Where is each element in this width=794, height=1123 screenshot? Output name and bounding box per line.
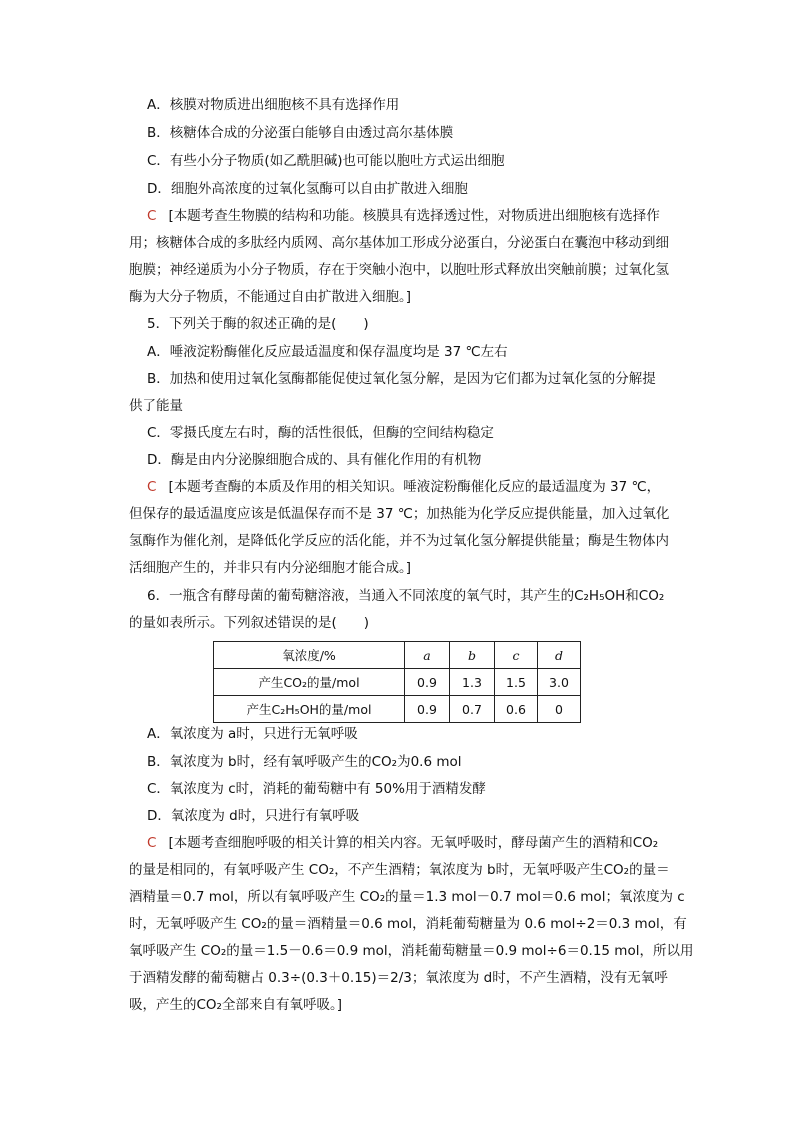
q6-explanation-line: 氧呼吸产生 CO₂的量＝1.5－0.6＝0.9 mol，消耗葡萄糖量＝0.9 mol÷6＝0.15 mol，所以用	[129, 943, 694, 959]
q4-explanation-line: 用；核糖体合成的多肽经内质网、高尔基体加工形成分泌蛋白，分泌蛋白在囊泡中移动到细	[129, 235, 669, 251]
q6-option-b: B．氧浓度为 b时，经有氧呼吸产生的CO₂为0.6 mol	[147, 754, 462, 770]
q5-option-a: A．唾液淀粉酶催化反应最适温度和保存温度均是 37 ℃左右	[147, 344, 508, 360]
q6-stem-cont: 的量如表所示。下列叙述错误的是( )	[129, 615, 370, 631]
table-cell: b	[450, 642, 495, 669]
q5-explanation-line: 活细胞产生的，并非只有内分泌细胞才能合成。]	[129, 560, 412, 576]
table-cell: 0	[538, 696, 581, 723]
q5-option-b: B．加热和使用过氧化氢酶都能促使过氧化氢分解，是因为它们都为过氧化氢的分解提	[147, 371, 656, 387]
q6-explanation-line: 时，无氧呼吸产生 CO₂的量＝酒精量＝0.6 mol，消耗葡萄糖量为 0.6 mol÷2＝0.3 mol，有	[129, 916, 687, 932]
q4-explanation-line: C [本题考查生物膜的结构和功能。核膜具有选择透过性，对物质进出细胞核有选择作	[147, 208, 660, 224]
table-header-row	[214, 642, 581, 669]
table-cell: 1.5	[495, 669, 538, 696]
table-cell: c	[495, 642, 538, 669]
q4-explanation-line: 酶为大分子物质，不能通过自由扩散进入细胞。]	[129, 289, 412, 305]
q4-option-c: C．有些小分子物质(如乙酰胆碱)也可能以胞吐方式运出细胞	[147, 153, 505, 169]
table-cell: 产生C₂H₅OH的量/mol	[214, 696, 405, 723]
table-cell: d	[538, 642, 581, 669]
table-cell: 0.9	[405, 696, 450, 723]
table-cell: 3.0	[538, 669, 581, 696]
table-cell: 产生CO₂的量/mol	[214, 669, 405, 696]
q4-explanation-line: 胞膜；神经递质为小分子物质，存在于突触小泡中，以胞吐形式释放出突触前膜；过氧化氢	[129, 262, 669, 278]
q4-option-d: D．细胞外高浓度的过氧化氢酶可以自由扩散进入细胞	[147, 181, 468, 197]
oxygen-data-table	[213, 641, 581, 723]
table-cell: 0.6	[495, 696, 538, 723]
q5-option-d: D．酶是由内分泌腺细胞合成的、具有催化作用的有机物	[147, 452, 482, 468]
table-row	[214, 669, 581, 696]
q6-explanation-line: 于酒精发酵的葡萄糖占 0.3÷(0.3＋0.15)＝2/3；氧浓度为 d时，不产生酒精，没有无氧呼	[129, 970, 668, 986]
q6-option-a: A．氧浓度为 a时，只进行无氧呼吸	[147, 726, 358, 742]
q5-explanation-line: 氢酶作为催化剂，是降低化学反应的活化能，并不为过氧化氢分解提供能量；酶是生物体内	[129, 533, 669, 549]
q6-explanation-line: 的量是相同的，有氧呼吸产生 CO₂，不产生酒精；氧浓度为 b时，无氧呼吸产生CO₂的量＝	[129, 862, 670, 878]
q5-option-b-cont: 供了能量	[129, 398, 183, 414]
q5-stem: 5．下列关于酶的叙述正确的是( )	[147, 316, 369, 332]
q5-explanation-line: 但保存的最适温度应该是低温保存而不是 37 ℃；加热能为化学反应提供能量，加入过氧化	[129, 506, 670, 522]
q4-answer: C	[147, 208, 157, 224]
q6-answer: C	[147, 835, 157, 851]
q5-explanation-line: C [本题考查酶的本质及作用的相关知识。唾液淀粉酶催化反应的最适温度为 37 ℃，	[147, 479, 661, 495]
q5-option-c: C．零摄氏度左右时，酶的活性很低，但酶的空间结构稳定	[147, 425, 494, 441]
q5-answer: C	[147, 479, 157, 495]
q6-explanation-line: 吸，产生的CO₂全部来自有氧呼吸。]	[129, 997, 342, 1013]
table-cell: 1.3	[450, 669, 495, 696]
q6-explanation-line: C [本题考查细胞呼吸的相关计算的相关内容。无氧呼吸时，酵母菌产生的酒精和CO₂	[147, 835, 659, 851]
table-cell: 0.7	[450, 696, 495, 723]
q6-option-c: C．氧浓度为 c时，消耗的葡萄糖中有 50%用于酒精发酵	[147, 781, 486, 797]
q6-stem: 6．一瓶含有酵母菌的葡萄糖溶液，当通入不同浓度的氧气时，其产生的C₂H₅OH和CO₂	[147, 588, 665, 604]
table-cell: 氧浓度/%	[214, 642, 405, 669]
table-row	[214, 696, 581, 723]
q4-option-a: A．核膜对物质进出细胞核不具有选择作用	[147, 97, 400, 113]
table-cell: 0.9	[405, 669, 450, 696]
q4-option-b: B．核糖体合成的分泌蛋白能够自由透过高尔基体膜	[147, 125, 454, 141]
q6-option-d: D．氧浓度为 d时，只进行有氧呼吸	[147, 808, 360, 824]
q6-explanation-line: 酒精量＝0.7 mol，所以有氧呼吸产生 CO₂的量＝1.3 mol－0.7 mol＝0.6 mol；氧浓度为 c	[129, 889, 685, 905]
table-cell: a	[405, 642, 450, 669]
